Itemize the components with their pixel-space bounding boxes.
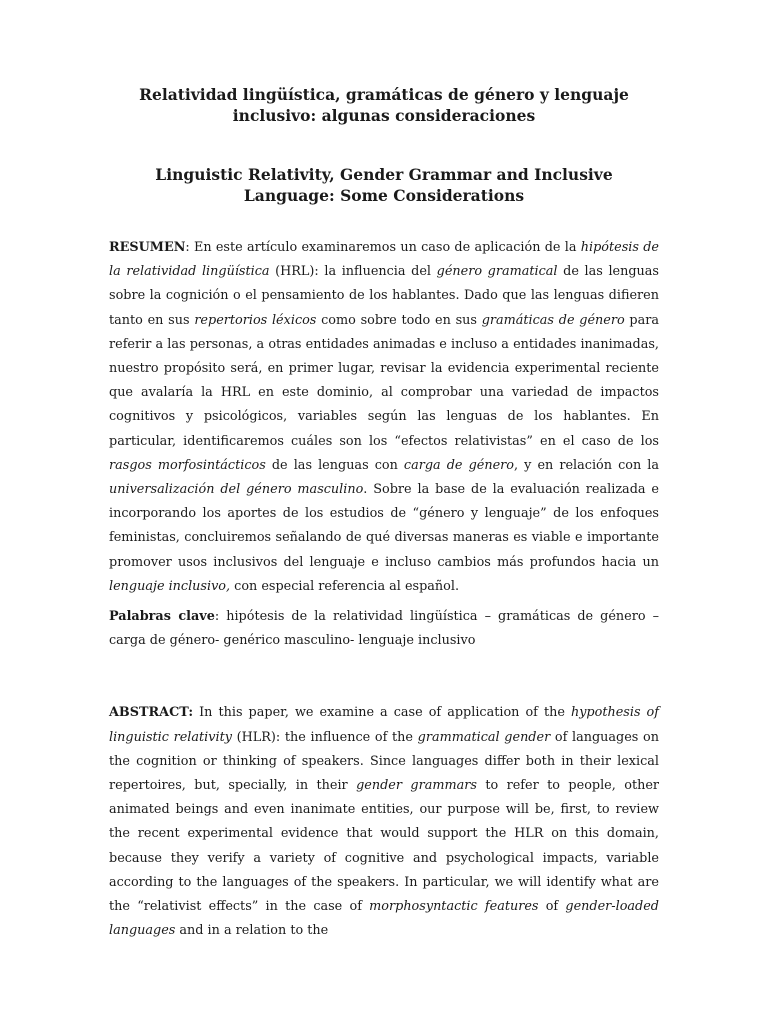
text-run: of [538,899,566,915]
text-run: como sobre todo en sus [316,312,482,328]
abstract-paragraph [109,701,659,943]
text-run: para referir a las personas, a otras entidades animadas e incluso a entidades inanimadas, nuestro propósito será, en primer lugar, revisar la evidencia experimental reciente que avalaría la HRL en este dominio, al comprobar una variedad de impactos cognitivos y psicológicos, variables según las lenguas de los hablantes. En particular, identificaremos cuáles son los “efectos relativistas” en el caso de los [109,312,659,449]
title-english: Linguistic Relativity, Gender Grammar and Inclusive Language: Some Considerations [155,165,613,205]
text-run: de las lenguas sobre la cognición o el pensamiento de los hablantes. Dado que las lenguas difieren tanto en sus [109,264,659,328]
italic-term: gender-loaded languages [109,899,659,939]
title-spanish: Relatividad lingüística, gramáticas de género y lenguaje inclusivo: algunas consideraciones [139,85,629,125]
text-run: of languages on the cognition or thinking of speakers. Since languages differ both in their lexical repertoires, but, specially, in their [109,729,659,794]
italic-term: hypothesis of linguistic relativity [109,705,659,745]
abstract-label: ABSTRACT: [109,705,194,721]
italic-term: rasgos morfosintácticos [109,457,266,473]
italic-term: gramáticas de género [481,312,625,328]
text-run: (HRL): la influencia del [269,264,437,280]
italic-term: repertorios léxicos [194,312,317,328]
italic-term: lenguaje inclusivo, [109,578,231,594]
text-run: con especial referencia al español. [230,578,460,594]
resumen-paragraph [109,236,659,599]
text-run: . Sobre la base de la evaluación realizada e incorporando los aportes de los estudios de “género y lenguaje” de los enfoques feministas, concluiremos señalando de qué diversas maneras es viable e importante promover usos inclusivos del lenguaje e incluso cambios más profundos hacia un [109,482,659,570]
keywords-label: Palabras clave [109,609,215,625]
text-run: to refer to people, other animated beings and even inanimate entities, our purpose will be, first, to review the recent experimental evidence that would support the HLR on this domain, because they verify a variety of cognitive and psychological impacts, variable according to the languages of the speakers. In particular, we will identify what are the “relativist effects” in the case of [109,778,660,915]
keywords-paragraph [109,605,659,653]
text-run: , y en relación con la [514,457,659,473]
italic-term: grammatical gender [417,729,551,745]
text-run: (HLR): the influence of the [231,729,418,745]
text-run: de las lenguas con [265,457,404,473]
text-run: In this paper, we examine a case of application of the [193,705,571,721]
text-run: : En este artículo examinaremos un caso de aplicación de la [185,240,581,255]
abstract-body [109,705,659,938]
italic-term: gender grammars [356,778,477,794]
keywords-text: : hipótesis de la relatividad lingüística – gramáticas de género – carga de género- genérico masculino- lenguaje inclusivo [109,609,659,649]
italic-term: hipótesis de la relatividad lingüística [109,240,659,280]
italic-term: universalización del género masculino [109,482,364,498]
italic-term: carga de género [403,457,514,473]
paper-page [109,84,659,943]
italic-term: género gramatical [436,264,558,280]
italic-term: morphosyntactic features [369,899,539,915]
resumen-label: RESUMEN [109,240,186,255]
resumen-body [109,240,659,594]
text-run: and in a relation to the [175,923,329,939]
